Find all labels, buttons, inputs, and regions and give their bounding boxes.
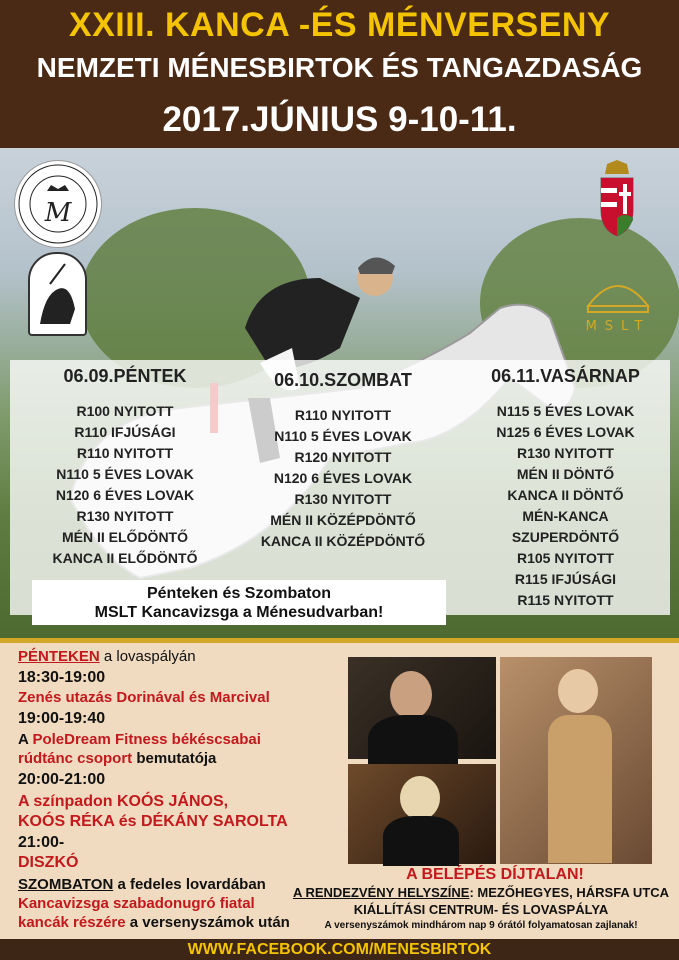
venue-line-2: KIÁLLÍTÁSI CENTRUM- ÉS LOVASPÁLYA	[353, 902, 609, 917]
venue-label: A RENDEZVÉNY HELYSZÍNE	[292, 885, 470, 900]
stud-farm-logo	[14, 160, 102, 248]
venue-value: : MEZŐHEGYES, HÁRSFA UTCA	[469, 885, 670, 900]
schedule-day-friday	[30, 366, 220, 569]
saturday-place: a fedeles lovardában	[113, 876, 266, 893]
event-item: N110 5 ÉVES LOVAK	[56, 466, 194, 482]
note-line: Pénteken és Szombaton	[146, 585, 332, 602]
event-item: KANCA II KÖZÉPDÖNTŐ	[260, 533, 426, 549]
day-title: 06.09.PÉNTEK	[63, 366, 187, 386]
time-slot: 21:00-	[18, 834, 65, 851]
header-banner	[0, 0, 679, 148]
free-entry-notice: A BELÉPÉS DÍJTALAN!	[406, 866, 584, 883]
program-event: Kancavizsga szabadonugró fiatal	[18, 895, 255, 912]
event-title: XXIII. KANCA -ÉS MÉNVERSENY	[68, 6, 611, 44]
event-prefix: A	[18, 731, 33, 748]
event-highlight: PoleDream Fitness békéscsabai	[32, 731, 261, 748]
event-item: SZUPERDÖNTŐ	[511, 529, 620, 545]
event-item: KANCA II DÖNTŐ	[507, 487, 624, 503]
event-highlight: kancák részére	[18, 914, 126, 931]
saturday-label: SZOMBATON	[18, 876, 114, 893]
program-event: DISZKÓ	[18, 854, 79, 871]
event-item: R130 NYITOTT	[76, 508, 174, 524]
event-item: MÉN II KÖZÉPDÖNTŐ	[270, 512, 416, 528]
performer-photo-young-woman	[500, 657, 652, 864]
hungarian-coat-of-arms-icon	[597, 160, 637, 238]
event-item: R115 NYITOTT	[517, 592, 614, 608]
event-item: R105 NYITOTT	[517, 550, 614, 566]
mare-exam-note	[32, 580, 446, 625]
friday-place: a lovaspályán	[99, 648, 196, 665]
event-item: N115 5 ÉVES LOVAK	[496, 403, 635, 419]
event-item: R100 NYITOTT	[76, 403, 174, 419]
event-item: N120 6 ÉVES LOVAK	[55, 487, 195, 503]
time-slot: 18:30-19:00	[18, 669, 106, 686]
venue-line	[283, 884, 679, 901]
venue-info	[283, 884, 679, 918]
event-item: N125 6 ÉVES LOVAK	[496, 424, 635, 440]
schedule-day-sunday	[468, 366, 663, 611]
event-suffix: bemutatója	[132, 750, 217, 767]
time-slot: 20:00-21:00	[18, 771, 106, 788]
svg-text:MSLT: MSLT	[585, 319, 651, 334]
friday-heading	[18, 648, 338, 665]
st-george-emblem	[28, 252, 87, 336]
event-suffix: a versenyszámok után	[125, 914, 290, 931]
mslt-logo	[568, 246, 668, 341]
event-item: MÉN II ELŐDÖNTŐ	[62, 529, 188, 545]
event-item: R110 IFJÚSÁGI	[74, 424, 176, 440]
event-date: 2017.JÚNIUS 9-10-11.	[162, 100, 517, 139]
organizer-name: NEMZETI MÉNESBIRTOK ÉS TANGAZDASÁG	[36, 52, 643, 83]
program-event: KOÓS RÉKA és DÉKÁNY SAROLTA	[18, 813, 288, 830]
event-item: R130 NYITOTT	[517, 445, 614, 461]
day-title: 06.10.SZOMBAT	[274, 370, 412, 390]
performer-photo-male	[348, 657, 496, 759]
svg-text:M: M	[44, 198, 72, 228]
schedule-note: A versenyszámok mindhárom nap 9 órától folyamatosan zajlanak!	[324, 920, 638, 931]
facebook-link[interactable]: WWW.FACEBOOK.COM/MENESBIRTOK	[0, 939, 679, 960]
performer-photo-female	[348, 764, 496, 864]
event-item: MÉN II DÖNTŐ	[516, 466, 615, 482]
note-line: MSLT Kancavizsga a Ménesudvarban!	[94, 604, 384, 621]
schedule-day-saturday	[243, 370, 443, 552]
day-title: 06.11.VASÁRNAP	[491, 366, 640, 386]
event-item: KANCA II ELŐDÖNTŐ	[52, 550, 198, 566]
event-item: R120 NYITOTT	[294, 449, 392, 465]
event-highlight: rúdtánc csoport	[18, 750, 133, 767]
event-item: R110 NYITOTT	[76, 445, 174, 461]
event-item: N110 5 ÉVES LOVAK	[274, 428, 412, 444]
show-jumping-photo	[0, 148, 679, 638]
friday-label: PÉNTEKEN	[18, 648, 100, 665]
event-item: R115 IFJÚSÁGI	[514, 571, 617, 587]
event-item: R130 NYITOTT	[294, 491, 392, 507]
program-event	[18, 750, 338, 767]
event-item: R110 NYITOTT	[294, 407, 392, 423]
event-item: MÉN-KANCA	[522, 508, 609, 524]
event-item: N120 6 ÉVES LOVAK	[273, 470, 413, 486]
program-event: Zenés utazás Dorinával és Marcival	[18, 689, 270, 706]
program-event	[18, 731, 338, 748]
program-event: A színpadon KOÓS JÁNOS,	[18, 793, 229, 810]
time-slot: 19:00-19:40	[18, 710, 106, 727]
